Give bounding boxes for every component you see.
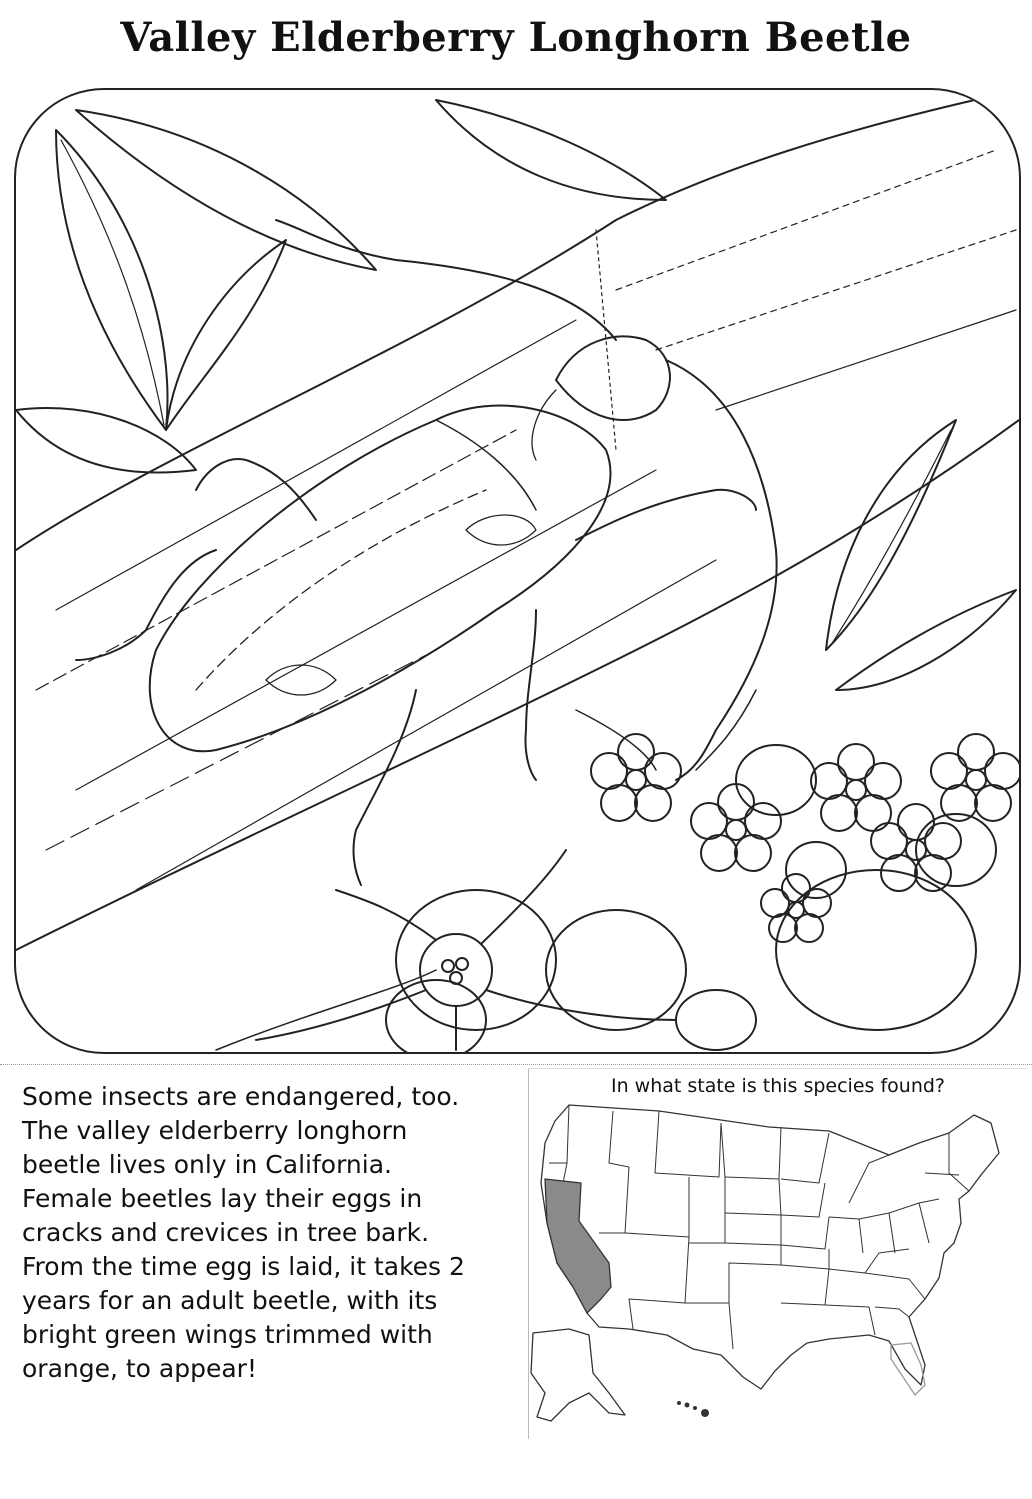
berry: [386, 980, 486, 1052]
beetle-leg: [76, 550, 216, 660]
berry: [676, 990, 756, 1050]
california-highlight: [545, 1179, 611, 1313]
description-line: cracks and crevices in tree bark.: [22, 1218, 430, 1247]
beetle-antenna: [666, 360, 777, 780]
beetle-leg: [354, 690, 416, 885]
hawaii-outline: [677, 1401, 709, 1417]
leaf: [166, 240, 286, 430]
beetle-head: [556, 336, 670, 420]
us-states-outline-map: [529, 1103, 1027, 1433]
section-divider: [0, 1064, 1032, 1065]
map-question: In what state is this species found?: [610, 1075, 946, 1097]
flower: [256, 850, 676, 1050]
beetle-leg: [576, 490, 756, 540]
species-description: [22, 1080, 512, 1386]
description-line: bright green wings trimmed with: [22, 1320, 433, 1349]
berry: [396, 890, 556, 1030]
flower: [931, 734, 1019, 821]
description-line: The valley elderberry longhorn: [22, 1116, 408, 1145]
alaska-outline: [531, 1329, 625, 1421]
description-line: From the time egg is laid, it takes 2: [22, 1252, 465, 1281]
range-map-panel: [528, 1068, 1027, 1439]
description-line: years for an adult beetle, with its: [22, 1286, 438, 1315]
flower: [691, 784, 781, 871]
description-line: orange, to appear!: [22, 1354, 257, 1383]
coloring-illustration-frame: [14, 88, 1021, 1054]
page-title: Valley Elderberry Longhorn Beetle: [120, 14, 912, 61]
beetle-leg: [196, 459, 316, 520]
leaf: [56, 130, 168, 430]
flower: [811, 744, 901, 831]
description-line: Some insects are endangered, too.: [22, 1082, 460, 1111]
beetle-on-elderberry-branch-line-drawing: [16, 90, 1019, 1052]
leaf: [76, 110, 376, 270]
description-line: beetle lives only in California.: [22, 1150, 392, 1179]
berry: [546, 910, 686, 1030]
beetle-body: [150, 406, 611, 752]
description-line: Female beetles lay their eggs in: [22, 1184, 423, 1213]
beetle-leg: [525, 610, 536, 780]
beetle-antenna: [276, 220, 616, 340]
leaf: [436, 100, 666, 200]
berry: [736, 745, 816, 815]
